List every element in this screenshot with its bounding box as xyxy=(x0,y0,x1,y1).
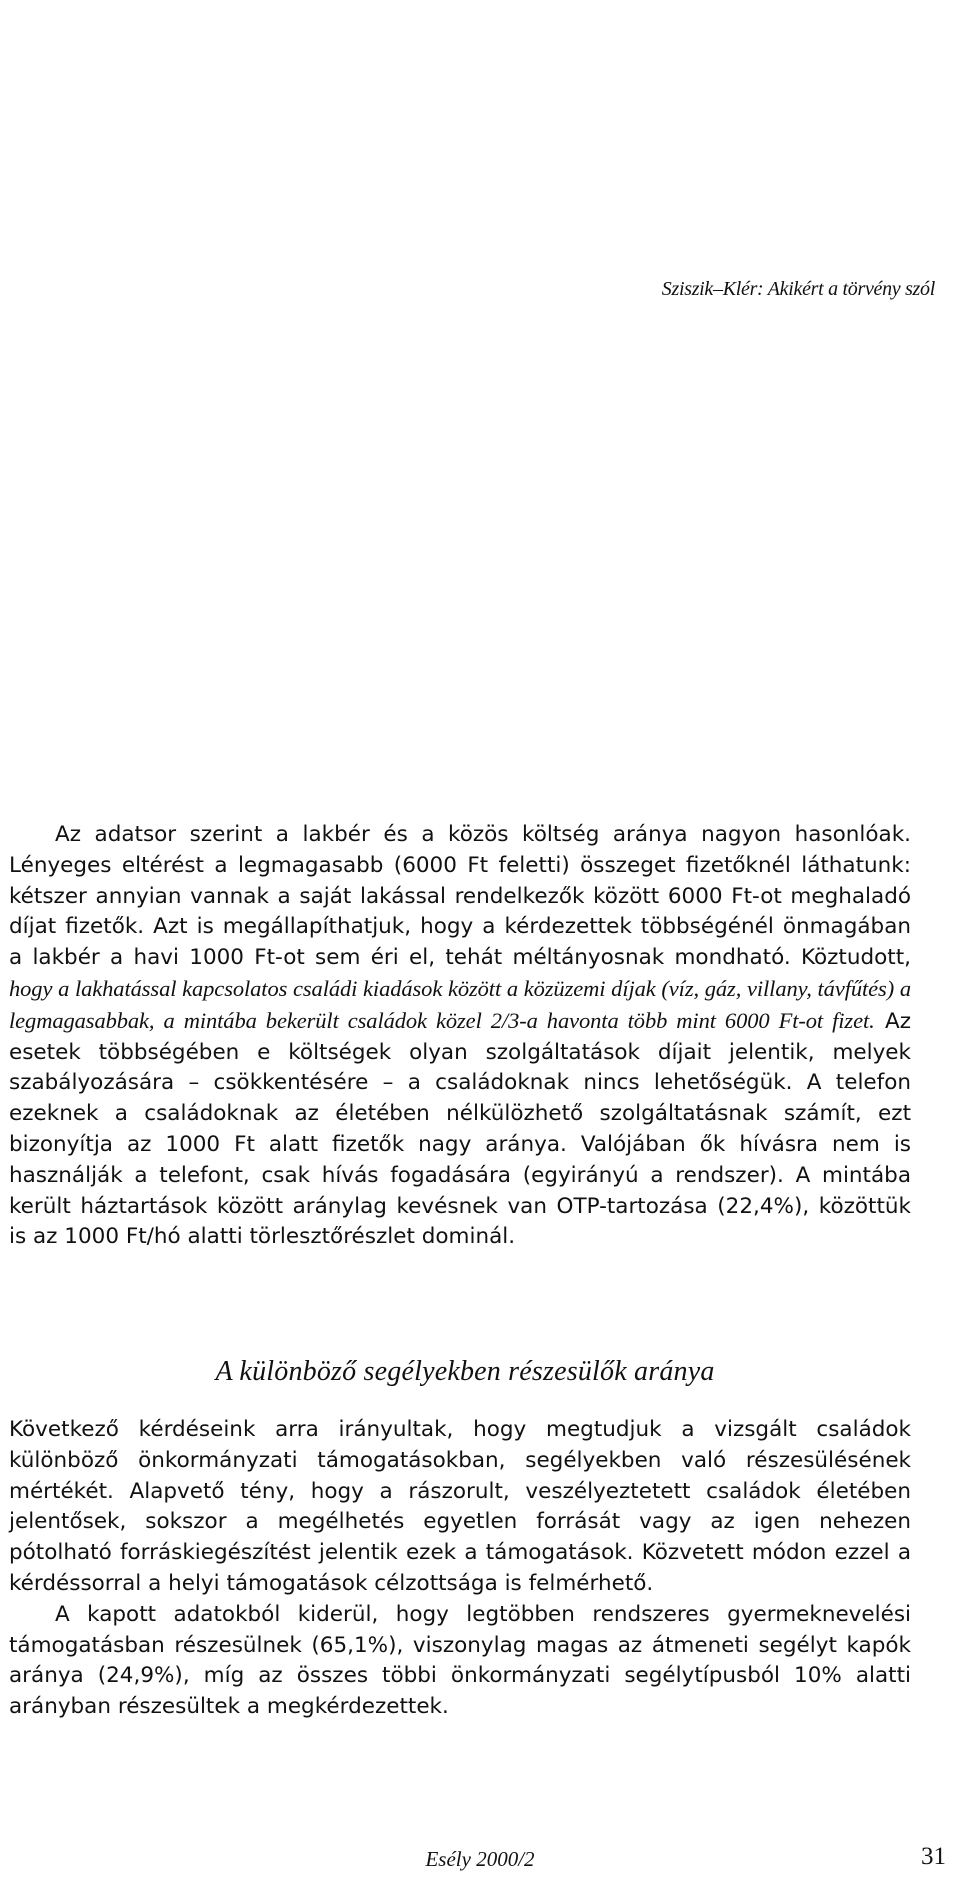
section-lakhatas-text xyxy=(9,820,911,1253)
paragraph: A kapott adatokból kiderül, hogy legtöbben rendszeres gyermeknevelési támogatásban részesülnek (65,1%), viszonylag magas az átmeneti segélyt kapók aránya (24,9%), míg az összes többi önkormányzati segélytípusból 10% alatti arányban részesültek a megkérdezettek. xyxy=(9,1601,911,1720)
running-head: Sziszik–Klér: Akikért a törvény szól xyxy=(661,278,935,300)
paragraph-text: Az adatsor szerint a lakbér és a közös költség aránya nagyon hasonlóak. Lényeges eltérést a legmagasabb (6000 Ft feletti) összeget fizetőknél láthatunk: kétszer annyian vannak a saját lakással rendelkezők között 6000 Ft-ot meghaladó díjat fizetők. Azt is megállapíthatjuk, hogy a kérdezettek többségénél önmagában a lakbér a havi 1000 Ft-ot sem éri el, tehát méltányosnak mondható. Köztudott, xyxy=(9,822,911,971)
footer-journal-title: Esély 2000/2 xyxy=(425,1847,535,1871)
paragraph-italic-text: hogy a lakhatással kapcsolatos családi kiadások között a közüzemi díjak (víz, gáz, villany, távfűtés) a legmagasabbak, a mintába bekerült családok közel 2/3-a havonta több mint 6000 Ft-ot fizet. xyxy=(9,975,911,1033)
paragraph: Következő kérdéseink arra irányultak, hogy megtudjuk a vizsgált családok különböző önkormányzati támogatásokban, segélyekben való részesülésének mértékét. Alapvető tény, hogy a rászorult, veszélyeztetett családok életében jelentősek, sokszor a megélhetés egyetlen forrását vagy az igen nehezen pótolható forráskiegészítést jelentik ezek a támogatások. Közvetett módon ezzel a kérdéssorral a helyi támogatások célzottsága is felmérhető. xyxy=(9,1417,911,1596)
section-title: A különböző segélyekben részesülők aránya xyxy=(215,1356,715,1387)
section-segelyek-text xyxy=(9,1415,911,1723)
page-number: 31 xyxy=(921,1843,946,1870)
paragraph-text-continued: Az esetek többségében e költségek olyan szolgáltatások díjait jelentik, melyek szabályozására – csökkentésére – a családoknak nincs lehetőségük. A telefon ezeknek a családoknak az életében nélkülözhető szolgáltatásnak számít, ezt bizonyítja az 1000 Ft alatt fizetők nagy aránya. Valójában ők hívásra nem is használják a telefont, csak hívás fogadására (egyirányú a rendszer). A mintába került háztartások között aránylag kevésnek van OTP-tartozása (22,4%), közöttük is az 1000 Ft/hó alatti törlesztőrészlet dominál. xyxy=(9,1008,911,1250)
paragraph xyxy=(9,820,911,1253)
